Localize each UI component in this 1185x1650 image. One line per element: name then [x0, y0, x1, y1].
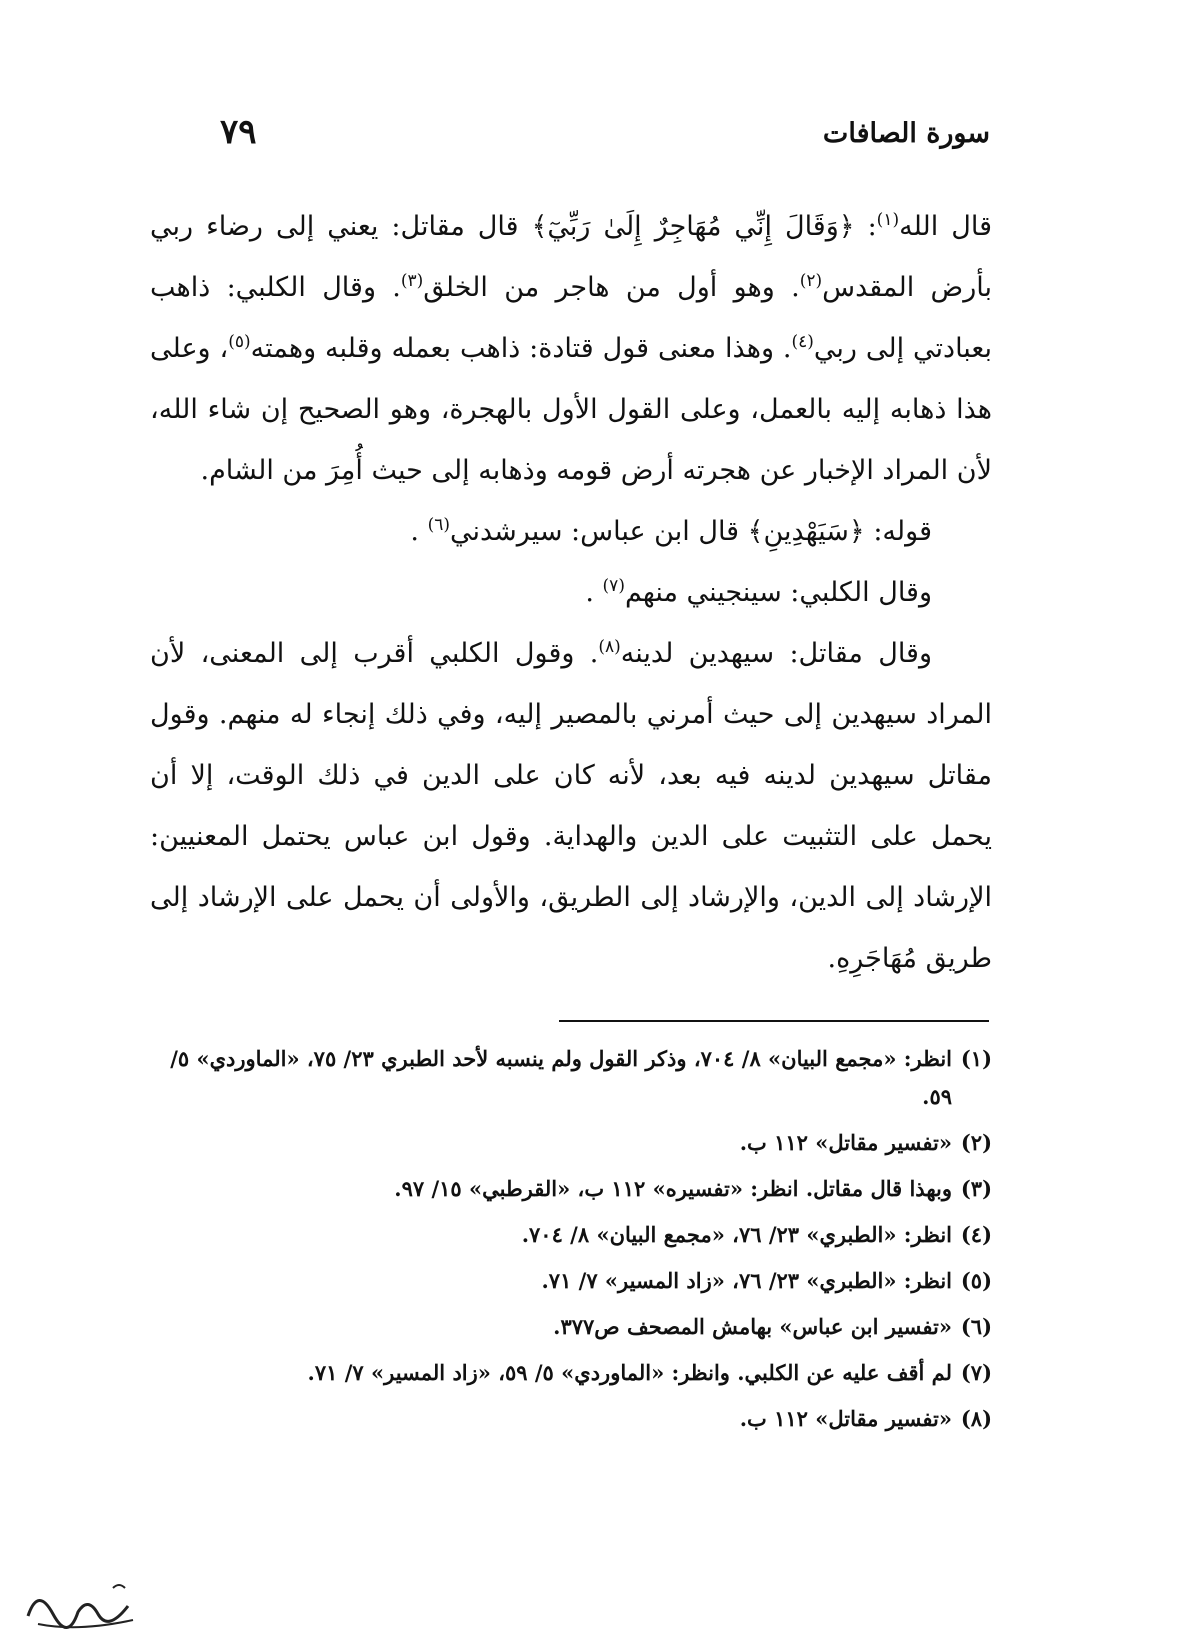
footnote-text: «تفسير ابن عباس» بهامش المصحف ص٣٧٧.	[553, 1314, 952, 1339]
footnote-text: «تفسير مقاتل» ١١٢ ب.	[739, 1406, 952, 1431]
footnote-ref[interactable]: (٧)	[602, 576, 625, 596]
footnote-number: (٧)	[960, 1360, 992, 1385]
footnote-item	[150, 1400, 992, 1438]
footnote-text: وبهذا قال مقاتل. انظر: «تفسيره» ١١٢ ب، «القرطبي» ١٥/ ٩٧.	[394, 1176, 952, 1201]
footnote-item	[150, 1354, 992, 1392]
text-run: وقال الكلبي: سينجيني منهم	[624, 577, 932, 608]
footnote-text: لم أقف عليه عن الكلبي. وانظر: «الماوردي» ٥/ ٥٩، «زاد المسير» ٧/ ٧١.	[307, 1360, 952, 1385]
footnote-item	[150, 1308, 992, 1346]
footnote-text: «تفسير مقاتل» ١١٢ ب.	[739, 1130, 952, 1155]
surah-title: سورة الصافات	[822, 118, 990, 149]
footnote-ref[interactable]: (٤)	[791, 332, 814, 352]
page-number: ٧٩	[220, 112, 257, 152]
footnote-item	[150, 1170, 992, 1208]
text-run: . وقول الكلبي أقرب إلى المعنى، لأن المراد سيهدين إلى حيث أمرني بالمصير إليه، وفي ذلك إنجاء له منهم. وقول مقاتل سيهدين لدينه فيه بعد، لأنه كان على الدين في ذلك الوقت، إلا أن يحمل على التثبيت على الدين والهداية. وقول ابن عباس يحتمل المعنيين: الإرشاد إلى الدين، والإرشاد إلى الطريق، والأولى أن يحمل على الإرشاد إلى طريق مُهَاجَرِهِ.	[150, 638, 992, 974]
footnote-text: انظر: «مجمع البيان» ٨/ ٧٠٤، وذكر القول ولم ينسبه لأحد الطبري ٢٣/ ٧٥، «الماوردي» ٥/ ٥٩.	[170, 1046, 952, 1109]
footnote-text: انظر: «الطبري» ٢٣/ ٧٦، «مجمع البيان» ٨/ ٧٠٤.	[521, 1222, 952, 1247]
text-run: قوله: ﴿سَيَهْدِينِ﴾ قال ابن عباس: سيرشدني	[449, 516, 932, 547]
text-run: ، وعلى هذا ذهابه إليه بالعمل، وعلى القول الأول بالهجرة، وهو الصحيح إن شاء الله، لأن المراد الإخبار عن هجرته أرض قومه وذهابه إلى حيث أُمِرَ من الشام.	[150, 333, 992, 486]
footnote-item	[150, 1262, 992, 1300]
footnote-number: (٨)	[960, 1406, 992, 1431]
text-run: . وهذا معنى قول قتادة: ذاهب بعمله وقلبه وهمته	[250, 333, 792, 364]
footnote-item	[150, 1124, 992, 1162]
footnote-ref[interactable]: (٢)	[799, 271, 823, 291]
footnote-ref[interactable]: (١)	[876, 210, 900, 230]
paragraph	[150, 501, 992, 562]
paragraph	[150, 623, 992, 989]
main-text	[150, 196, 992, 989]
text-run: قال الله	[899, 211, 992, 242]
text-run: .	[410, 516, 428, 547]
footnotes	[150, 1040, 992, 1446]
footnote-divider	[559, 1020, 989, 1022]
footnote-number: (٦)	[960, 1314, 992, 1339]
footnote-number: (٣)	[960, 1176, 992, 1201]
footnote-item	[150, 1216, 992, 1254]
footnote-ref[interactable]: (٨)	[598, 637, 621, 657]
text-run: . وقال الكلبي: ذاهب بعبادتي إلى ربي	[150, 272, 992, 364]
footnote-ref[interactable]: (٦)	[427, 515, 450, 535]
footnote-item	[150, 1040, 992, 1116]
footnote-number: (٢)	[960, 1130, 992, 1155]
text-run: .	[585, 577, 603, 608]
text-run: : ﴿وَقَالَ إِنِّي مُهَاجِرٌ إِلَىٰ رَبِّيٓ﴾ قال مقاتل: يعني إلى رضاء ربي بأرض المقدس	[150, 211, 992, 303]
footnote-ref[interactable]: (٥)	[228, 332, 251, 352]
footnote-text: انظر: «الطبري» ٢٣/ ٧٦، «زاد المسير» ٧/ ٧١.	[541, 1268, 952, 1293]
running-header	[220, 112, 990, 168]
footnote-ref[interactable]: (٣)	[400, 271, 424, 291]
publisher-logo-icon	[18, 1576, 148, 1636]
text-run: . وهو أول من هاجر من الخلق	[423, 272, 800, 303]
paragraph	[150, 562, 992, 623]
text-run: وقال مقاتل: سيهدين لدينه	[620, 638, 933, 669]
footnote-number: (١)	[960, 1046, 992, 1071]
paragraph	[150, 196, 992, 501]
footnote-number: (٥)	[960, 1268, 992, 1293]
footnote-number: (٤)	[960, 1222, 992, 1247]
